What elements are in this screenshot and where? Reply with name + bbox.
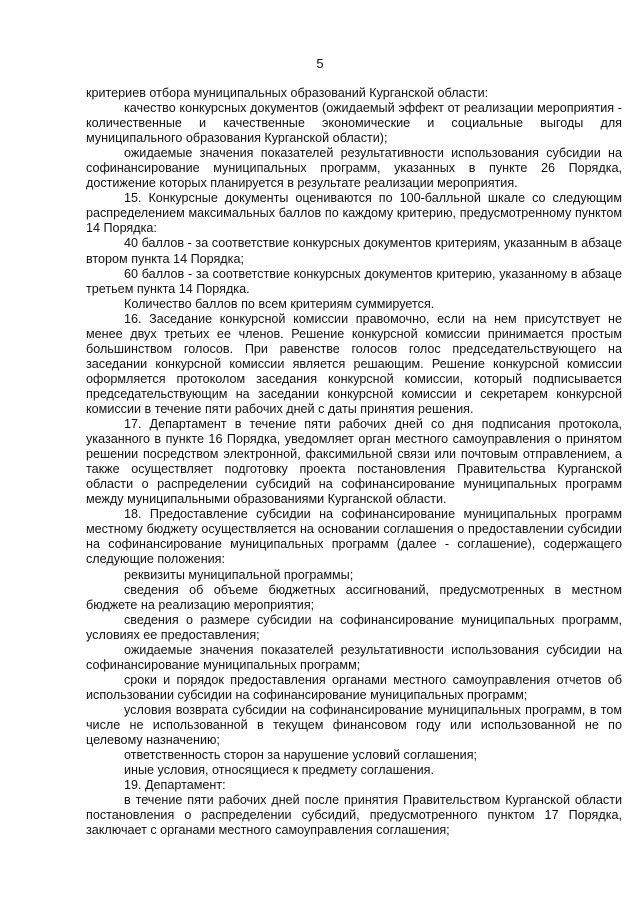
paragraph-clause-15: 15. Конкурсные документы оцениваются по 100-балльной шкале со следующим распределением максимальных баллов по каждому критерию, предусмотренному пунктом 14 Порядка: [86, 191, 622, 236]
paragraph-clause-16: 16. Заседание конкурсной комиссии правомочно, если на нем присутствует не менее двух третьих ее членов. Решение конкурсной комиссии принимается простым большинством голосов. При равенстве голосов голос председательствующего на заседании конкурсной комиссии является решающим. Решение конкурсной комиссии оформляется протоколом заседания конкурсной комиссии, который подписывается председательствующим на заседании конкурсной комиссии и секретарем конкурсной комиссии в течение пяти рабочих дней с даты принятия решения. [86, 311, 622, 416]
list-item-reporting: сроки и порядок предоставления органами местного самоуправления отчетов об использовании субсидии на софинансирование муниципальных программ; [86, 672, 622, 702]
paragraph-criteria-intro: критериев отбора муниципальных образований Курганской области: [86, 86, 489, 100]
paragraph-criterion-indicators: ожидаемые значения показателей результативности использования субсидии на софинансирование муниципальных программ, указанных в пункте 26 Порядка, достижение которых планируется в результате реализации мероприятия. [86, 146, 622, 191]
list-item-requisites: реквизиты муниципальной программы; [124, 567, 354, 582]
list-item-refund-conditions: условия возврата субсидии на софинансирование муниципальных программ, в том числе не использованной в текущем финансовом году или использованной не по целевому назначению; [86, 702, 622, 748]
list-item-subsidy-amount: сведения о размере субсидии на софинансирование муниципальных программ, условиях ее предоставления; [86, 612, 622, 642]
page-number: 5 [316, 56, 324, 71]
paragraph-clause-18: 18. Предоставление субсидии на софинансирование муниципальных программ местному бюджету осуществляется на основании соглашения о предоставлении субсидии на софинансирование муниципальных программ (далее - соглашение), содержащего следующие положения: [86, 507, 622, 567]
list-item-responsibility: ответственность сторон за нарушение условий соглашения; [124, 748, 478, 763]
paragraph-40-points: 40 баллов - за соответствие конкурсных документов критериям, указанным в абзаце втором пункта 14 Порядка; [86, 236, 622, 266]
paragraph-criterion-quality: качество конкурсных документов (ожидаемый эффект от реализации мероприятия - количественные и качественные экономические и социальные выгоды для муниципального образования Курганской области); [86, 101, 622, 146]
list-item-expected-values: ожидаемые значения показателей результативности использования субсидии на софинансирование муниципальных программ; [86, 642, 622, 672]
paragraph-clause-19: 19. Департамент: [124, 778, 226, 793]
document-body [86, 86, 622, 838]
paragraph-60-points: 60 баллов - за соответствие конкурсных документов критерию, указанному в абзаце третьем пункта 14 Порядка. [86, 266, 622, 296]
list-item-other-conditions: иные условия, относящиеся к предмету соглашения. [124, 763, 435, 778]
paragraph-points-summed: Количество баллов по всем критериям суммируется. [124, 296, 435, 311]
list-item-budget-allocations: сведения об объеме бюджетных ассигнований, предусмотренных в местном бюджете на реализацию мероприятия; [86, 582, 622, 612]
paragraph-clause-17: 17. Департамент в течение пяти рабочих дней со дня подписания протокола, указанного в пункте 16 Порядка, уведомляет орган местного самоуправления о принятом решении посредством электронной, факсимильной связи или почтовым отправлением, а также осуществляет подготовку проекта постановления Правительства Курганской области о распределении субсидий на софинансирование муниципальных программ между муниципальными образованиями Курганской области. [86, 417, 622, 507]
paragraph-clause-19-duty: в течение пяти рабочих дней после принятия Правительством Курганской области постановления о распределении субсидий, предусмотренного пунктом 17 Порядка, заключает с органами местного самоуправления соглашения; [86, 793, 622, 838]
